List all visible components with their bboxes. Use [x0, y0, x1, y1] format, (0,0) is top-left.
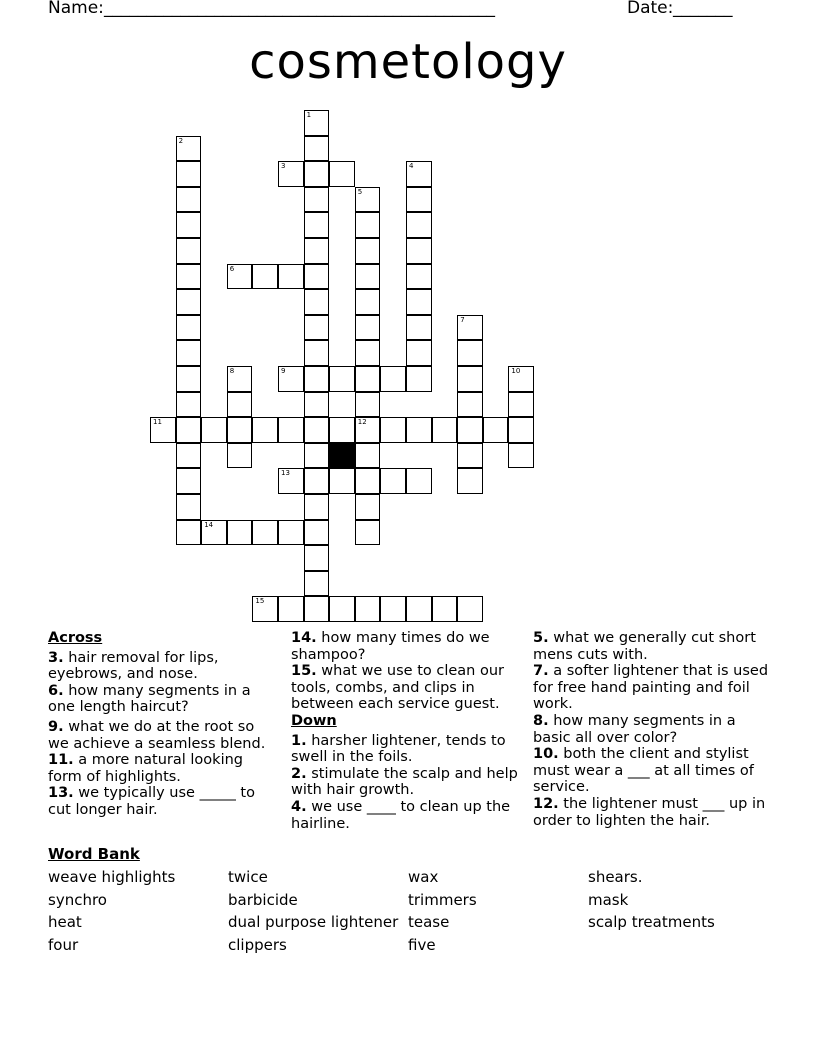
- grid-cell[interactable]: [304, 340, 330, 366]
- grid-cell[interactable]: [304, 366, 330, 392]
- clue-text: both the client and stylist must wear a ___ at all times of service.: [533, 746, 754, 796]
- clues-column-3: [533, 630, 773, 829]
- grid-cell[interactable]: [304, 315, 330, 341]
- clue-number-label: 1: [306, 111, 312, 119]
- grid-cell[interactable]: [355, 264, 381, 290]
- grid-cell[interactable]: [304, 238, 330, 264]
- grid-cell[interactable]: [406, 212, 432, 238]
- clue-text: a softer lightener that is used for free hand painting and foil work.: [533, 663, 769, 713]
- word-bank-item: heat: [48, 913, 82, 932]
- clue-number: 1.: [291, 732, 307, 749]
- grid-cell[interactable]: [355, 238, 381, 264]
- clue-number: 4.: [291, 798, 307, 815]
- clue-number-label: 8: [229, 367, 235, 375]
- grid-cell[interactable]: [176, 494, 202, 520]
- down-heading: Down: [291, 712, 337, 729]
- clue-across-9: [48, 719, 278, 752]
- clue-text: how many segments in a basic all over color?: [533, 712, 736, 746]
- word-bank-item: clippers: [228, 935, 287, 954]
- grid-cell[interactable]: [406, 315, 432, 341]
- grid-cell[interactable]: [278, 520, 304, 546]
- clue-text: the lightener must ___ up in order to lighten the hair.: [533, 795, 766, 829]
- clue-text: a more natural looking form of highlights.: [48, 752, 243, 785]
- clue-number-label: 4: [409, 162, 414, 171]
- grid-cell[interactable]: [304, 289, 330, 315]
- clue-number-label: 6: [229, 264, 235, 273]
- grid-cell[interactable]: [304, 443, 330, 469]
- grid-cell[interactable]: [304, 417, 330, 443]
- grid-cell[interactable]: [508, 392, 534, 418]
- clue-number: 9.: [48, 718, 64, 735]
- clue-number: 12.: [533, 795, 559, 812]
- grid-cell[interactable]: [355, 520, 381, 546]
- grid-cell[interactable]: [355, 187, 381, 213]
- grid-cell[interactable]: [406, 289, 432, 315]
- grid-cell[interactable]: [457, 340, 483, 366]
- clues-column-2: [291, 630, 521, 832]
- grid-cell[interactable]: [304, 520, 330, 546]
- date-label: Date:: [627, 0, 674, 18]
- grid-cell[interactable]: [150, 417, 176, 443]
- grid-cell[interactable]: [457, 443, 483, 469]
- word-bank-item: tease: [408, 913, 450, 932]
- clue-number-label: 2: [178, 136, 184, 145]
- grid-cell[interactable]: [406, 417, 432, 443]
- grid-cell[interactable]: [201, 417, 227, 443]
- grid-cell[interactable]: [406, 161, 432, 187]
- grid-cell[interactable]: [355, 289, 381, 315]
- word-bank-item: twice: [228, 868, 268, 886]
- across-heading: Across: [48, 630, 103, 646]
- grid-cell[interactable]: [201, 520, 227, 546]
- grid-cell[interactable]: [176, 340, 202, 366]
- grid-cell[interactable]: [355, 315, 381, 341]
- clue-down-4: [291, 799, 521, 832]
- grid-cell[interactable]: [457, 392, 483, 418]
- grid-cell[interactable]: [380, 366, 406, 392]
- grid-cell[interactable]: [355, 212, 381, 238]
- grid-cell[interactable]: [252, 520, 278, 546]
- grid-cell[interactable]: [406, 238, 432, 264]
- grid-cell[interactable]: [380, 417, 406, 443]
- grid-cell[interactable]: [176, 366, 202, 392]
- grid-cell[interactable]: [457, 468, 483, 494]
- grid-cell[interactable]: [380, 596, 406, 622]
- clue-text: we typically use _____ to cut longer hair.: [48, 785, 255, 818]
- grid-cell[interactable]: [355, 494, 381, 520]
- clue-number-label: 3: [281, 162, 286, 171]
- clue-number: 7.: [533, 663, 549, 680]
- grid-cell[interactable]: [278, 468, 304, 494]
- black-square: [329, 443, 355, 469]
- clue-number: 3.: [48, 649, 64, 666]
- clue-down-1: [291, 733, 521, 766]
- clue-number: 6.: [48, 682, 64, 699]
- grid-cell[interactable]: [457, 366, 483, 392]
- clue-across-14: [291, 630, 521, 663]
- clue-text: how many times do we shampoo?: [291, 630, 490, 663]
- clue-down-12: [533, 796, 773, 829]
- clue-number: 14.: [291, 630, 317, 646]
- grid-cell[interactable]: [252, 264, 278, 290]
- clue-number: 8.: [533, 712, 549, 729]
- grid-cell[interactable]: [227, 417, 253, 443]
- grid-cell[interactable]: [304, 468, 330, 494]
- grid-cell[interactable]: [227, 366, 253, 392]
- name-field[interactable]: ______________________________________________: [104, 0, 495, 18]
- word-bank-item: five: [408, 935, 436, 954]
- grid-cell[interactable]: [278, 161, 304, 187]
- grid-cell[interactable]: [355, 443, 381, 469]
- grid-cell[interactable]: [176, 264, 202, 290]
- grid-cell[interactable]: [304, 494, 330, 520]
- grid-cell[interactable]: [278, 417, 304, 443]
- clue-number-label: 12: [357, 418, 367, 427]
- grid-cell[interactable]: [483, 417, 509, 443]
- grid-cell[interactable]: [252, 596, 278, 622]
- grid-cell[interactable]: [355, 417, 381, 443]
- grid-cell[interactable]: [355, 468, 381, 494]
- grid-cell[interactable]: [329, 468, 355, 494]
- clue-number: 15.: [291, 663, 317, 680]
- grid-cell[interactable]: [176, 136, 202, 162]
- word-bank-item: shears.: [588, 868, 643, 886]
- grid-cell[interactable]: [304, 545, 330, 571]
- grid-cell[interactable]: [355, 596, 381, 622]
- word-bank-item: weave highlights: [48, 868, 176, 886]
- grid-cell[interactable]: [406, 187, 432, 213]
- word-bank-item: trimmers: [408, 890, 477, 909]
- grid-cell[interactable]: [355, 340, 381, 366]
- grid-cell[interactable]: [176, 520, 202, 546]
- grid-cell[interactable]: [380, 468, 406, 494]
- grid-cell[interactable]: [406, 366, 432, 392]
- grid-cell[interactable]: [432, 417, 458, 443]
- grid-cell[interactable]: [278, 366, 304, 392]
- word-bank-item: synchro: [48, 890, 107, 909]
- clue-text: stimulate the scalp and help with hair growth.: [291, 765, 518, 799]
- name-label: Name:: [48, 0, 104, 18]
- grid-cell[interactable]: [406, 596, 432, 622]
- clue-down-2: [291, 766, 521, 799]
- grid-cell[interactable]: [304, 264, 330, 290]
- grid-cell[interactable]: [355, 366, 381, 392]
- grid-cell[interactable]: [227, 520, 253, 546]
- grid-cell[interactable]: [304, 161, 330, 187]
- grid-cell[interactable]: [227, 443, 253, 469]
- clue-number-label: 5: [357, 187, 363, 196]
- grid-cell[interactable]: [227, 392, 253, 418]
- page-title: cosmetology: [249, 34, 567, 90]
- clue-across-15: [291, 663, 521, 713]
- clue-number-label: 10: [511, 367, 521, 375]
- grid-cell[interactable]: [304, 596, 330, 622]
- grid-cell[interactable]: [406, 264, 432, 290]
- clue-text: what we use to clean our tools, combs, and clips in between each service guest.: [291, 663, 504, 713]
- clue-number-label: 15: [255, 597, 265, 606]
- clue-number: 2.: [291, 765, 307, 782]
- word-bank-item: scalp treatments: [588, 913, 715, 932]
- grid-cell[interactable]: [176, 212, 202, 238]
- word-bank-item: barbicide: [228, 890, 298, 909]
- grid-cell[interactable]: [227, 264, 253, 290]
- grid-cell[interactable]: [457, 596, 483, 622]
- clue-down-7: [533, 663, 773, 713]
- clue-text: what we generally cut short mens cuts with.: [533, 630, 756, 663]
- word-bank-item: wax: [408, 868, 439, 886]
- grid-cell[interactable]: [329, 596, 355, 622]
- grid-cell[interactable]: [457, 417, 483, 443]
- grid-cell[interactable]: [304, 110, 330, 136]
- clue-down-8: [533, 713, 773, 746]
- clue-across-13: [48, 785, 278, 818]
- clue-text: we use ____ to clean up the hairline.: [291, 798, 511, 832]
- clue-number: 11.: [48, 752, 74, 769]
- word-bank-title: Word Bank: [48, 845, 140, 863]
- grid-cell[interactable]: [406, 340, 432, 366]
- grid-cell[interactable]: [406, 468, 432, 494]
- date-field[interactable]: _______: [673, 0, 733, 18]
- grid-cell[interactable]: [176, 443, 202, 469]
- word-bank-item: dual purpose lightener: [228, 913, 399, 932]
- grid-cell[interactable]: [304, 136, 330, 162]
- clue-across-11: [48, 752, 278, 785]
- grid-cell[interactable]: [176, 238, 202, 264]
- grid-cell[interactable]: [355, 392, 381, 418]
- clue-text: hair removal for lips, eyebrows, and nose.: [48, 649, 219, 683]
- grid-cell[interactable]: [176, 417, 202, 443]
- grid-cell[interactable]: [176, 392, 202, 418]
- clue-number-label: 9: [281, 367, 286, 375]
- grid-cell[interactable]: [278, 596, 304, 622]
- clue-down-10: [533, 746, 773, 796]
- word-bank-item: four: [48, 935, 79, 954]
- grid-cell[interactable]: [176, 315, 202, 341]
- clue-number-label: 7: [460, 315, 465, 324]
- clue-number: 5.: [533, 630, 549, 646]
- word-bank-item: mask: [588, 890, 629, 909]
- clue-across-3: [48, 650, 278, 683]
- grid-cell[interactable]: [278, 264, 304, 290]
- clues-column-1: [48, 630, 278, 819]
- clue-number: 13.: [48, 785, 74, 802]
- clue-number: 10.: [533, 746, 559, 763]
- clue-number-label: 14: [204, 520, 214, 529]
- grid-cell[interactable]: [304, 392, 330, 418]
- grid-cell[interactable]: [432, 596, 458, 622]
- grid-cell[interactable]: [508, 443, 534, 469]
- grid-cell[interactable]: [304, 571, 330, 597]
- grid-cell[interactable]: [329, 161, 355, 187]
- grid-cell[interactable]: [176, 161, 202, 187]
- grid-cell[interactable]: [176, 289, 202, 315]
- grid-cell[interactable]: [304, 187, 330, 213]
- grid-cell[interactable]: [329, 366, 355, 392]
- grid-cell[interactable]: [457, 315, 483, 341]
- clue-down-5: [533, 630, 773, 663]
- clue-number-label: 13: [281, 469, 290, 478]
- grid-cell[interactable]: [508, 366, 534, 392]
- grid-cell[interactable]: [176, 187, 202, 213]
- grid-cell[interactable]: [252, 417, 278, 443]
- grid-cell[interactable]: [329, 417, 355, 443]
- clue-across-6: [48, 683, 278, 716]
- grid-cell[interactable]: [304, 212, 330, 238]
- clue-text: what we do at the root so we achieve a seamless blend.: [48, 718, 266, 752]
- clue-number-label: 11: [153, 418, 162, 427]
- grid-cell[interactable]: [176, 468, 202, 494]
- grid-cell[interactable]: [508, 417, 534, 443]
- clue-text: how many segments in a one length haircut?: [48, 682, 251, 716]
- clue-text: harsher lightener, tends to swell in the foils.: [291, 732, 506, 766]
